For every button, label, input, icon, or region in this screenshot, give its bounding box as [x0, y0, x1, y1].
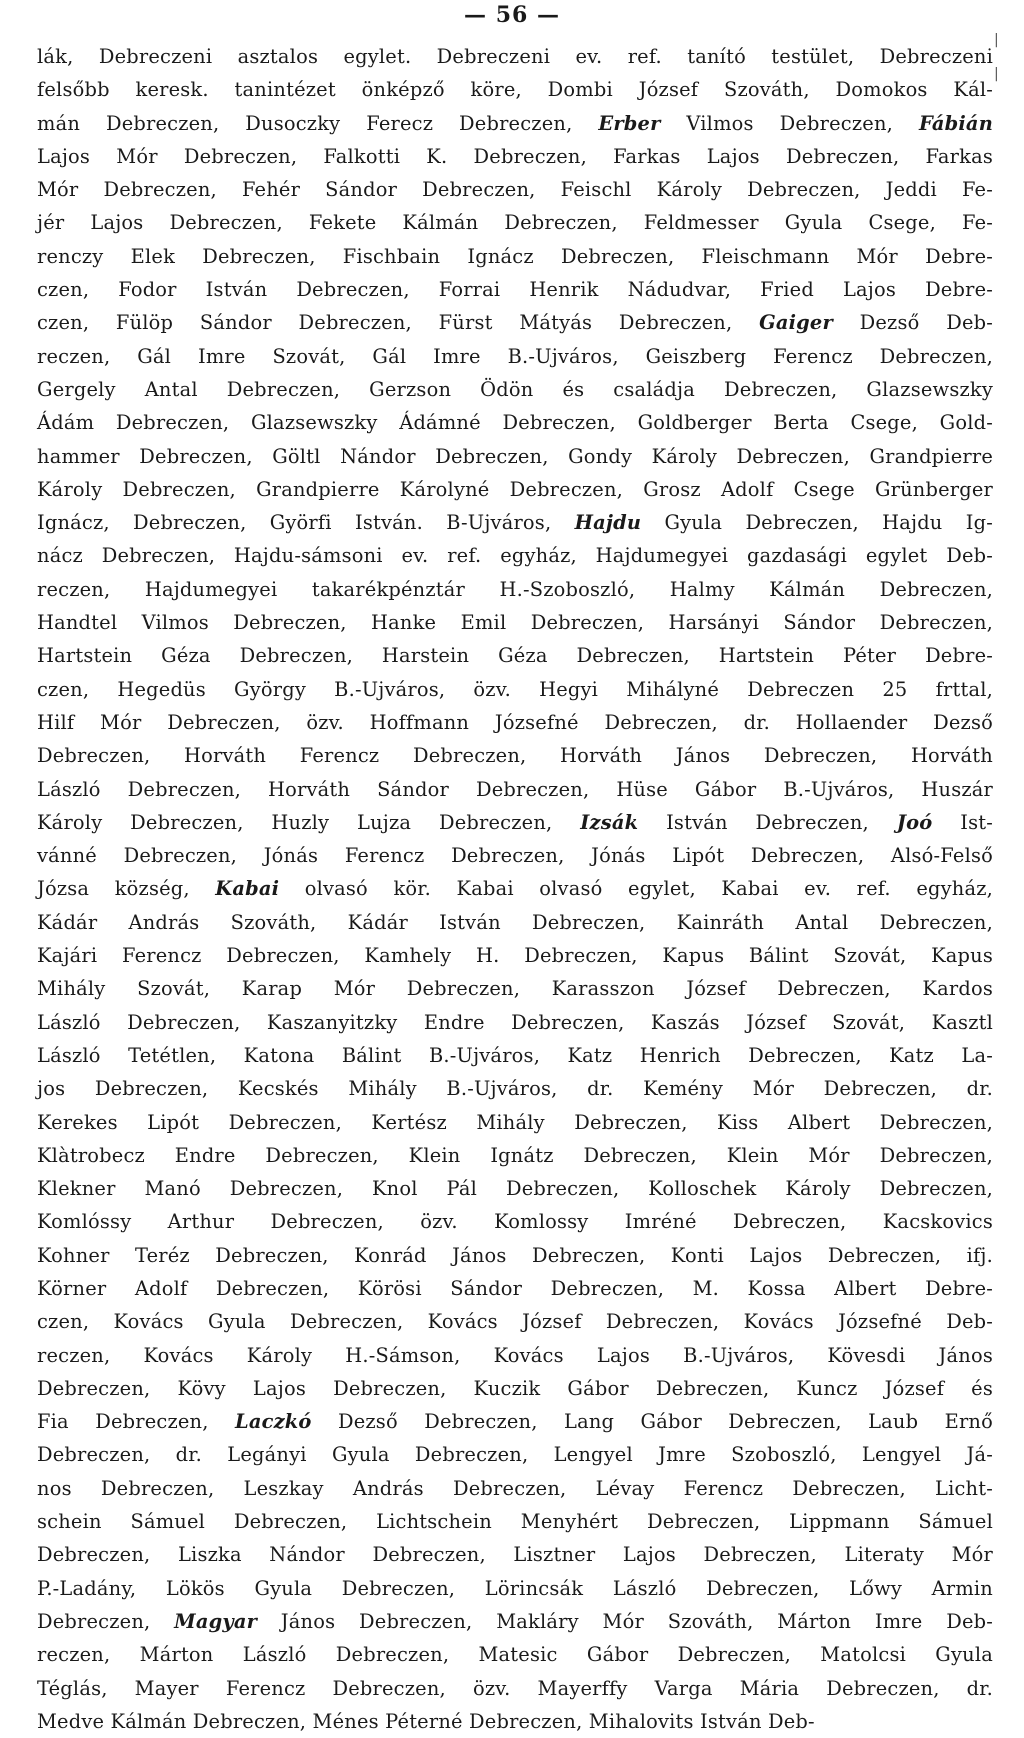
- text-line: [37, 1106, 993, 1139]
- text-run: László Tetétlen, Katona Bálint B.-Ujváros, Katz Henrich Debreczen, Katz La-: [37, 1043, 993, 1067]
- text-run: felsőbb keresk. tanintézet önképző köre, Dombi József Szováth, Domokos Kál-: [37, 78, 993, 102]
- text-run: Kajári Ferencz Debreczen, Kamhely H. Debreczen, Kapus Bálint Szovát, Kapus: [37, 944, 993, 968]
- text-line: [37, 1505, 993, 1538]
- text-run: P.-Ladány, Lökös Gyula Debreczen, Lörincsák László Debreczen, Lőwy Armin: [37, 1576, 993, 1600]
- text-line: [37, 1405, 993, 1438]
- text-line: [37, 173, 993, 206]
- margin-mark: |: [994, 66, 999, 82]
- text-run: czen, Fodor István Debreczen, Forrai Henrik Nádudvar, Fried Lajos Debre-: [37, 278, 993, 302]
- text-run: reczen, Hajdumegyei takarékpénztár H.-Szoboszló, Halmy Kálmán Debreczen,: [37, 577, 993, 601]
- text-run: Téglás, Mayer Ferencz Debreczen, özv. Mayerffy Varga Mária Debreczen, dr.: [37, 1676, 993, 1700]
- text-run: Hilf Mór Debreczen, özv. Hoffmann Józsefné Debreczen, dr. Hollaender Dezső: [37, 710, 993, 734]
- text-line: [37, 140, 993, 173]
- emphasized-name: Fábián: [918, 111, 993, 135]
- text-line: [37, 1339, 993, 1372]
- emphasized-name: Magyar: [174, 1609, 258, 1633]
- text-run: nácz Debreczen, Hajdu-sámsoni ev. ref. egyház, Hajdumegyei gazdasági egylet Deb-: [37, 544, 993, 568]
- text-run: Dezső Debreczen, Lang Gábor Debreczen, Laub Ernő: [311, 1410, 993, 1434]
- text-line: [37, 1006, 993, 1039]
- text-run: Lajos Mór Debreczen, Falkotti K. Debreczen, Farkas Lajos Debreczen, Farkas: [37, 144, 993, 168]
- text-line: [37, 1605, 993, 1638]
- text-line: [37, 1272, 993, 1305]
- text-run: Debreczen, Horváth Ferencz Debreczen, Horváth János Debreczen, Horváth: [37, 744, 993, 768]
- text-run: Medve Kálmán Debreczen, Ménes Péterné Debreczen, Mihalovits István Deb-: [37, 1709, 815, 1733]
- text-run: Ádám Debreczen, Glazsewszky Ádámné Debreczen, Goldberger Berta Csege, Gold-: [37, 411, 993, 435]
- page-number: — 56 —: [464, 2, 560, 28]
- text-run: László Debreczen, Kaszanyitzky Endre Debreczen, Kaszás József Szovát, Kasztl: [37, 1010, 993, 1034]
- text-line: [37, 1438, 993, 1471]
- text-run: reczen, Márton László Debreczen, Matesic Gábor Debreczen, Matolcsi Gyula: [37, 1643, 993, 1667]
- text-run: István Debreczen,: [638, 810, 897, 834]
- text-run: Károly Debreczen, Huzly Lujza Debreczen,: [37, 810, 581, 834]
- text-line: [37, 1172, 993, 1205]
- text-line: [37, 706, 993, 739]
- text-line: [37, 1638, 993, 1671]
- text-run: Ist-: [932, 810, 993, 834]
- text-line: [37, 972, 993, 1005]
- text-run: jos Debreczen, Kecskés Mihály B.-Ujváros, dr. Kemény Mór Debreczen, dr.: [37, 1077, 993, 1101]
- text-line: [37, 240, 993, 273]
- emphasized-name: Laczkó: [234, 1410, 312, 1434]
- text-run: Kerekes Lipót Debreczen, Kertész Mihály Debreczen, Kiss Albert Debreczen,: [37, 1110, 993, 1134]
- text-line: [37, 1139, 993, 1172]
- text-line: [37, 1538, 993, 1571]
- text-line: [37, 539, 993, 572]
- text-run: schein Sámuel Debreczen, Lichtschein Menyhért Debreczen, Lippmann Sámuel: [37, 1510, 993, 1534]
- text-line: [37, 1472, 993, 1505]
- text-line: [37, 939, 993, 972]
- text-run: Debreczen, Kövy Lajos Debreczen, Kuczik Gábor Debreczen, Kuncz József és: [37, 1376, 993, 1400]
- text-run: Kohner Teréz Debreczen, Konrád János Debreczen, Konti Lajos Debreczen, ifj.: [37, 1243, 993, 1267]
- emphasized-name: Joó: [896, 810, 933, 834]
- margin-mark: |: [994, 32, 999, 48]
- text-line: [37, 1672, 993, 1705]
- text-line: [37, 673, 993, 706]
- text-run: Handtel Vilmos Debreczen, Hanke Emil Debreczen, Harsányi Sándor Debreczen,: [37, 611, 993, 635]
- text-line: [37, 1705, 993, 1738]
- text-line: [37, 872, 993, 905]
- text-run: Mór Debreczen, Fehér Sándor Debreczen, Feischl Károly Debreczen, Jeddi Fe-: [37, 178, 993, 202]
- text-line: [37, 1039, 993, 1072]
- donor-list-text: [37, 40, 993, 1738]
- text-line: [37, 739, 993, 772]
- text-run: Kádár András Szováth, Kádár István Debreczen, Kainráth Antal Debreczen,: [37, 910, 993, 934]
- text-line: [37, 73, 993, 106]
- text-run: nos Debreczen, Leszkay András Debreczen, Lévay Ferencz Debreczen, Licht-: [37, 1476, 993, 1500]
- text-line: [37, 406, 993, 439]
- emphasized-name: Kabai: [215, 877, 280, 901]
- text-line: [37, 906, 993, 939]
- text-line: [37, 806, 993, 839]
- text-line: [37, 639, 993, 672]
- text-run: Mihály Szovát, Karap Mór Debreczen, Karasszon József Debreczen, Kardos: [37, 977, 993, 1001]
- text-line: [37, 1305, 993, 1338]
- text-line: [37, 373, 993, 406]
- text-run: János Debreczen, Makláry Mór Szováth, Márton Imre Deb-: [257, 1609, 994, 1633]
- text-line: [37, 1572, 993, 1605]
- text-line: [37, 1072, 993, 1105]
- text-run: László Debreczen, Horváth Sándor Debreczen, Hüse Gábor B.-Ujváros, Huszár: [37, 777, 993, 801]
- text-line: [37, 1205, 993, 1238]
- text-run: olvasó kör. Kabai olvasó egylet, Kabai ev. ref. egyház,: [279, 877, 993, 901]
- text-run: Hartstein Géza Debreczen, Harstein Géza Debreczen, Hartstein Péter Debre-: [37, 644, 993, 668]
- text-run: Klekner Manó Debreczen, Knol Pál Debreczen, Kolloschek Károly Debreczen,: [37, 1177, 993, 1201]
- text-run: Klàtrobecz Endre Debreczen, Klein Ignátz Debreczen, Klein Mór Debreczen,: [37, 1143, 993, 1167]
- text-line: [37, 340, 993, 373]
- text-line: [37, 1372, 993, 1405]
- text-run: Debreczen, Liszka Nándor Debreczen, Lisztner Lajos Debreczen, Literaty Mór: [37, 1543, 993, 1567]
- text-run: Ignácz, Debreczen, Györfi István. B-Ujváros,: [37, 511, 575, 535]
- text-run: reczen, Kovács Károly H.-Sámson, Kovács Lajos B.-Ujváros, Kövesdi János: [37, 1343, 993, 1367]
- text-run: hammer Debreczen, Göltl Nándor Debreczen, Gondy Károly Debreczen, Grandpierre: [37, 444, 993, 468]
- text-line: [37, 606, 993, 639]
- text-run: Gyula Debreczen, Hajdu Ig-: [641, 511, 993, 535]
- text-line: [37, 839, 993, 872]
- emphasized-name: Erber: [598, 111, 661, 135]
- text-line: [37, 40, 993, 73]
- text-line: [37, 773, 993, 806]
- text-line: [37, 1239, 993, 1272]
- text-run: renczy Elek Debreczen, Fischbain Ignácz Debreczen, Fleischmann Mór Debre-: [37, 244, 993, 268]
- text-run: jér Lajos Debreczen, Fekete Kálmán Debreczen, Feldmesser Gyula Csege, Fe-: [37, 211, 993, 235]
- text-run: Debreczen,: [37, 1609, 175, 1633]
- text-line: [37, 206, 993, 239]
- emphasized-name: Hajdu: [574, 511, 642, 535]
- text-run: Dezső Deb-: [832, 311, 993, 335]
- text-run: Debreczen, dr. Legányi Gyula Debreczen, Lengyel Jmre Szoboszló, Lengyel Já-: [37, 1443, 993, 1467]
- text-run: Józsa község,: [37, 877, 216, 901]
- text-run: czen, Hegedüs György B.-Ujváros, özv. Hegyi Mihályné Debreczen 25 frttal,: [37, 677, 993, 701]
- text-run: czen, Kovács Gyula Debreczen, Kovács József Debreczen, Kovács Józsefné Deb-: [37, 1310, 993, 1334]
- text-run: czen, Fülöp Sándor Debreczen, Fürst Mátyás Debreczen,: [37, 311, 760, 335]
- text-line: [37, 440, 993, 473]
- text-run: reczen, Gál Imre Szovát, Gál Imre B.-Ujváros, Geiszberg Ferencz Debreczen,: [37, 344, 993, 368]
- text-run: lák, Debreczeni asztalos egylet. Debreczeni ev. ref. tanító testület, Debreczeni: [37, 45, 993, 68]
- text-run: Vilmos Debreczen,: [660, 111, 919, 135]
- text-run: Komlóssy Arthur Debreczen, özv. Komlossy Imréné Debreczen, Kacskovics: [37, 1210, 993, 1234]
- text-run: mán Debreczen, Dusoczky Ferecz Debreczen,: [37, 111, 599, 135]
- text-run: Fia Debreczen,: [37, 1410, 235, 1434]
- text-line: [37, 506, 993, 539]
- text-line: [37, 573, 993, 606]
- text-run: Körner Adolf Debreczen, Körösi Sándor Debreczen, M. Kossa Albert Debre-: [37, 1276, 993, 1300]
- text-line: [37, 273, 993, 306]
- emphasized-name: Gaiger: [759, 311, 833, 335]
- text-run: Gergely Antal Debreczen, Gerzson Ödön és családja Debreczen, Glazsewszky: [37, 377, 993, 401]
- emphasized-name: Izsák: [580, 810, 639, 834]
- text-line: [37, 306, 993, 339]
- text-run: vánné Debreczen, Jónás Ferencz Debreczen, Jónás Lipót Debreczen, Alsó-Felső: [37, 844, 993, 868]
- text-run: Károly Debreczen, Grandpierre Károlyné Debreczen, Grosz Adolf Csege Grünberger: [37, 477, 993, 501]
- text-line: [37, 107, 993, 140]
- text-line: [37, 473, 993, 506]
